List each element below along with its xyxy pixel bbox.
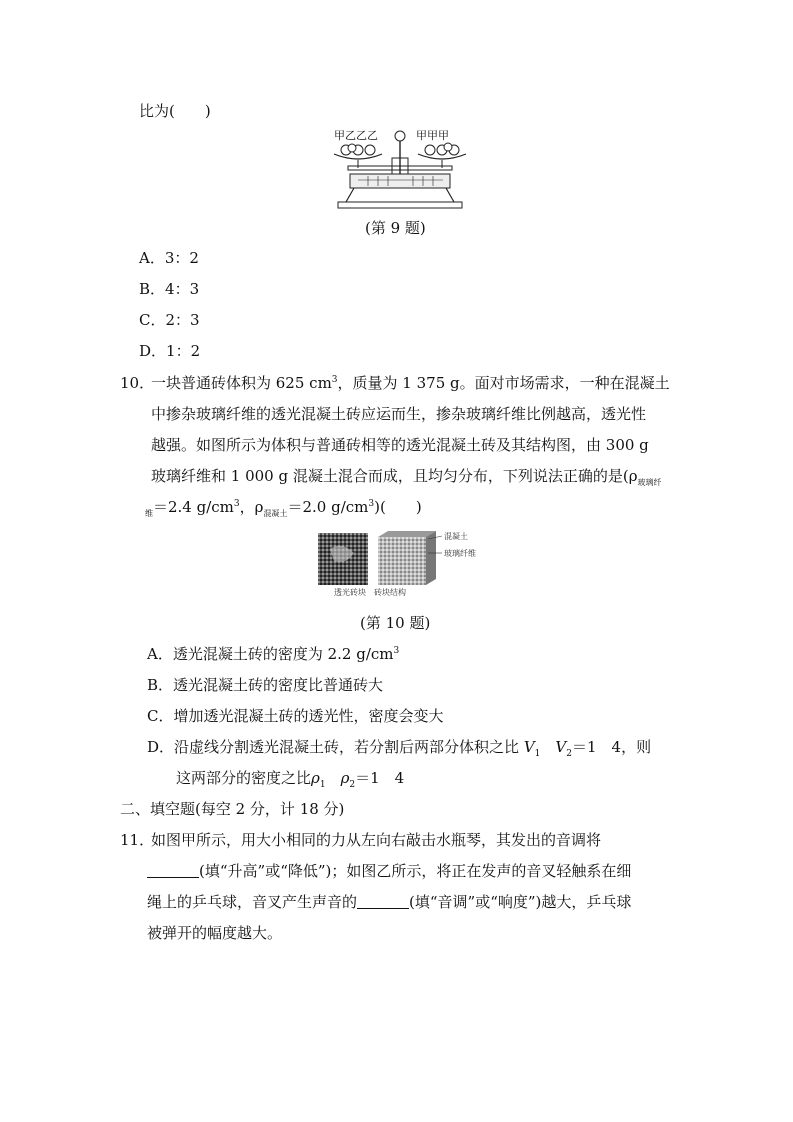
q9-option-a: A．3：2 [139, 249, 199, 267]
q9-balance-figure [328, 128, 473, 212]
section-title-fill-in: 二、填空题(每空 2 分，计 18 分) [120, 800, 345, 818]
q11-blank-2[interactable] [357, 894, 409, 909]
q10-number: 10． [120, 374, 155, 392]
fig-label-bottom: 透光砖块 砖块结构 [334, 588, 406, 597]
q10-option-a: A．透光混凝土砖的密度为 2.2 $g/cm^3$ [147, 645, 400, 663]
q10-option-b: B．透光混凝土砖的密度比普通砖大 [147, 676, 384, 694]
balance-left-label: 甲乙乙乙 [334, 129, 378, 142]
q9-caption: (第 9 题) [365, 219, 426, 237]
q11-blank-1[interactable] [147, 863, 199, 878]
q10-option-c: C．增加透光混凝土砖的透光性，密度会变大 [147, 707, 444, 725]
fig-label-glass-fiber: 玻璃纤维 [444, 549, 476, 558]
q11-number: 11． [120, 831, 155, 849]
q10-line-3: 越强。如图所示为体积与普通砖相等的透光混凝土砖及其结构图，由 300 g [151, 436, 649, 454]
q10-option-d-line1: D．沿虚线分割透光混凝土砖，若分割后两部分体积之比 $V_1$ $V_2=1$ 4，则 [147, 738, 652, 759]
q11-line-1: 如图甲所示，用大小相同的力从左向右敲击水瓶琴，其发出的音调将 [151, 831, 602, 849]
q11-line-3: 绳上的乒乓球，音叉产生声音的 (填“音调”或“响度”)越大，乒乓球 [147, 893, 632, 911]
q10-line-2: 中掺杂玻璃纤维的透光混凝土砖应运而生，掺杂玻璃纤维比例越高，透光性 [151, 405, 647, 423]
q10-line-4: 玻璃纤维和 1 000 g 混凝土混合而成，且均匀分布，下列说法正确的是($\rho_{玻璃纤}$ [151, 467, 662, 487]
q10-brick-figure [316, 531, 488, 597]
q10-option-d-line2: 这两部分的密度之比$\rho_1$ $\rho_2=1$ 4 [176, 769, 405, 790]
q10-line-1: 一块普通砖体积为 625 $cm^3$，质量为 1 375 g。面对市场需求，一种在混凝土 [151, 374, 670, 392]
q11-line-2: (填“升高”或“降低”)；如图乙所示，将正在发声的音叉轻触系在细 [147, 861, 631, 881]
q10-line-5: $_维$＝2.4 $g/cm^3$，$\rho_{混凝土}=2.0$ $g/cm^3$)( ) [145, 498, 422, 518]
q11-line-4: 被弹开的幅度越大。 [147, 924, 283, 942]
q9-option-d: D．1：2 [139, 342, 201, 360]
balance-right-label: 甲甲甲 [416, 129, 449, 142]
q9-option-c: C．2：3 [139, 311, 200, 329]
q9-stem-tail: 比为( ) [139, 102, 211, 120]
q10-caption: (第 10 题) [360, 614, 431, 632]
q9-option-b: B．4：3 [139, 280, 200, 298]
fig-label-concrete: 混凝土 [444, 532, 468, 541]
